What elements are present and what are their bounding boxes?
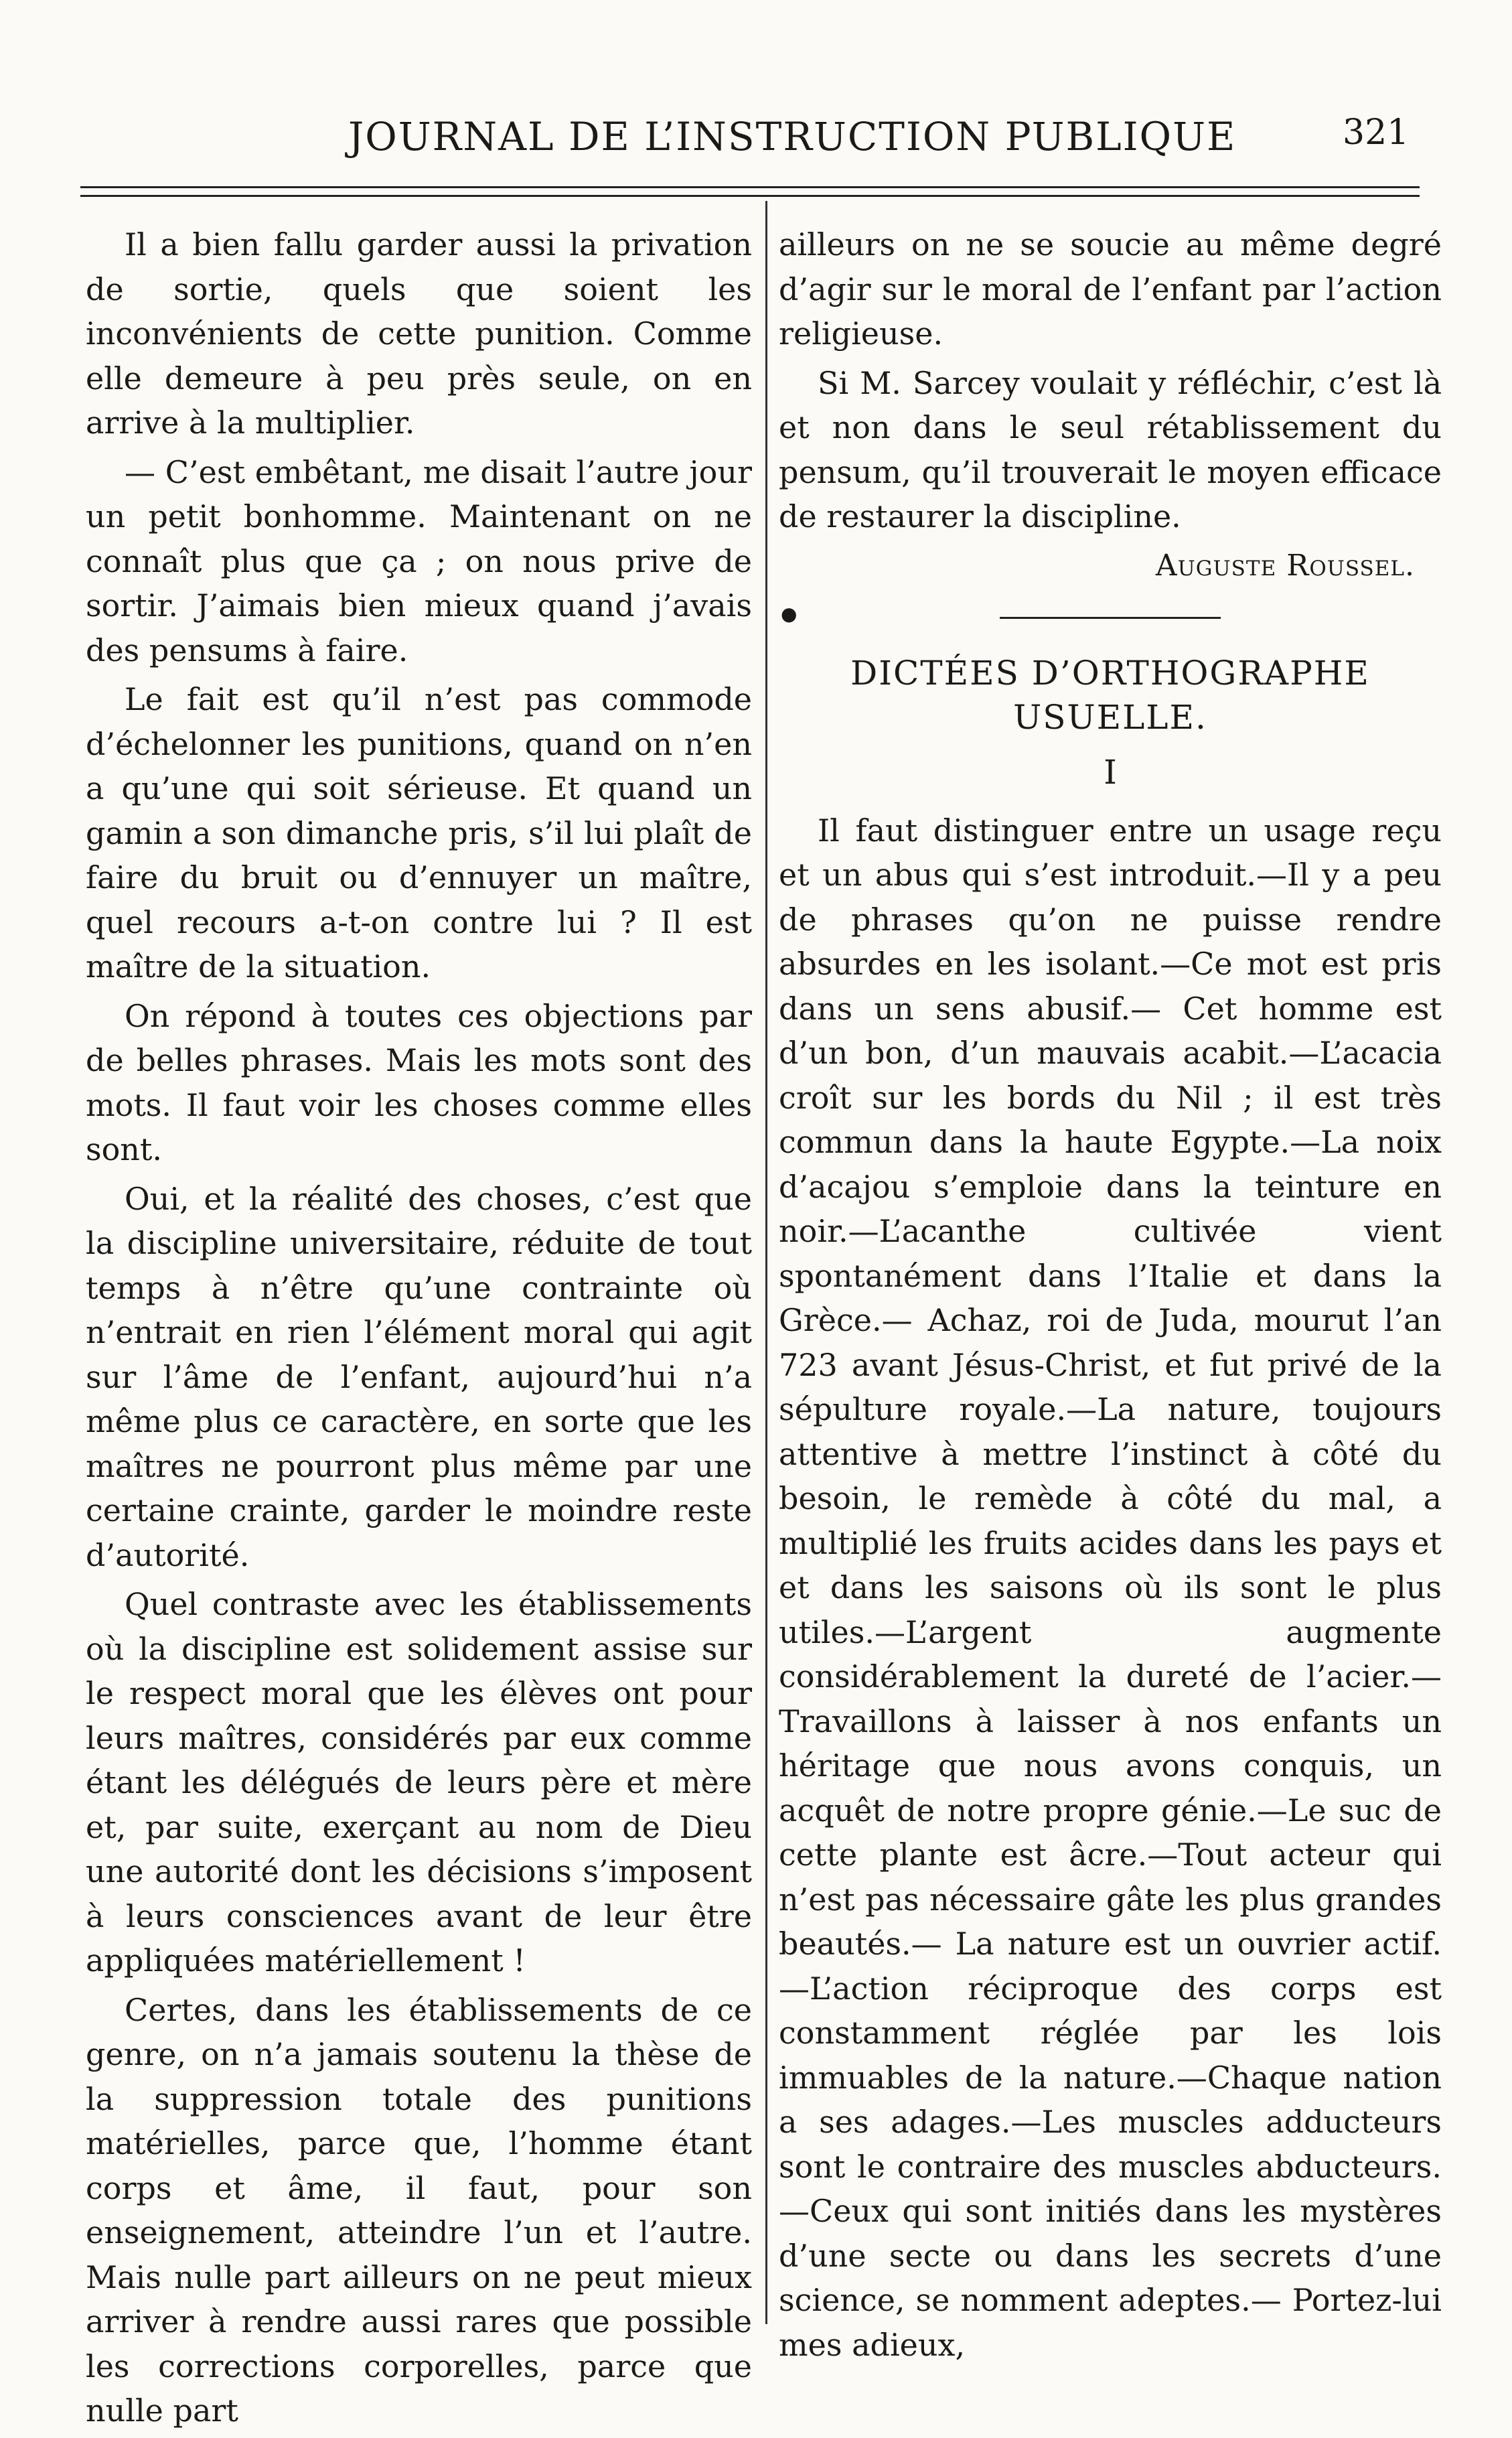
continued-paragraph: ailleurs on ne se soucie au même degré d’agir sur le moral de l’enfant par l’action religieuse. xyxy=(779,226,1442,352)
heading-line: USUELLE. xyxy=(1013,698,1207,737)
paragraph: Quel contraste avec les établissements où la discipline est solidement assise sur le respect moral que les élèves ont pour leurs maîtres, considérés par eux comme étant les délégués de leurs père et mère et, par suite, exerçant au nom de Dieu une autorité dont les décisions s’imposent à leurs consciences avant de leur être appliquées matériellement ! xyxy=(86,1586,752,1979)
left-column xyxy=(86,222,752,2438)
paragraph: Certes, dans les établissements de ce genre, on n’a jamais soutenu la thèse de la suppression totale des punitions matérielles, parce que, l’homme étant corps et âme, il faut, pour son enseignement, atteindre l’un et l’autre. Mais nulle part ailleurs on ne peut mieux arriver à rendre aussi rares que possible les corrections corporelles, parce que nulle part xyxy=(86,1991,752,2429)
journal-title: JOURNAL DE L’INSTRUCTION PUBLIQUE xyxy=(348,114,1237,159)
column-divider xyxy=(765,201,767,2324)
header-rule-bottom xyxy=(80,195,1420,197)
running-header xyxy=(0,100,1512,174)
paragraph: Le fait est qu’il n’est pas commode d’échelonner les punitions, quand on n’en a qu’une qui soit sérieuse. Et quand un gamin a son dimanche pris, s’il lui plaît de faire du bruit ou d’ennuyer un maître, quel recours a-t-on contre lui ? Il est maître de la situation. xyxy=(86,681,752,985)
paragraph: On répond à toutes ces objections par de belles phrases. Mais les mots sont des mots. Il faut voir les choses comme elles sont. xyxy=(86,997,752,1167)
section-heading xyxy=(779,651,1442,739)
paragraph: Si M. Sarcey voulait y réfléchir, c’est là et non dans le seul rétablissement du pensum, qu’il trouverait le moyen efficace de restaurer la discipline. xyxy=(779,364,1442,534)
header-rule-top xyxy=(80,186,1420,188)
right-column xyxy=(779,222,1442,2372)
bullet-mark: ● xyxy=(781,603,798,625)
author-signature: Auguste Roussel. xyxy=(1155,548,1415,583)
paragraph: Il a bien fallu garder aussi la privation de sortie, quels que soient les inconvénients de cette punition. Comme elle demeure à peu près seule, on en arrive à la multiplier. xyxy=(86,226,752,441)
page-number: 321 xyxy=(1343,113,1410,153)
section-number: I xyxy=(1104,753,1117,792)
paragraph: Oui, et la réalité des choses, c’est que la discipline universitaire, réduite de tout temps à n’être qu’une contrainte où n’entrait en rien l’élément moral qui agit sur l’âme de l’enfant, aujourd’hui n’a même plus ce caractère, en sorte que les maîtres ne pourront plus même par une certaine crainte, garder le moindre reste d’autorité. xyxy=(86,1180,752,1573)
section-divider xyxy=(1000,617,1221,619)
dictation-text: Il faut distinguer entre un usage reçu et un abus qui s’est introduit.—Il y a peu de phrases qu’on ne puisse rendre absurdes en les isolant.—Ce mot est pris dans un sens abusif.— Cet homme est d’un bon, d’un mauvais acabit.—L’acacia croît sur les bords du Nil ; il est très commun dans la haute Egypte.—La noix d’acajou s’emploie dans la teinture en noir.—L’acanthe cultivée vient spontanément dans l’Italie et dans la Grèce.— Achaz, roi de Juda, mourut l’an 723 avant Jésus-Christ, et fut privé de la sépulture royale.—La nature, toujours attentive à mettre l’instinct à côté du besoin, le remède à côté du mal, a multiplié les fruits acides dans les pays et et dans les saisons où ils sont le plus utiles.—L’argent augmente considérablement la dureté de l’acier.—Travaillons à laisser à nos enfants un héritage que nous avons conquis, un acquêt de notre propre génie.—Le suc de cette plante est âcre.—Tout acteur qui n’est pas nécessaire gâte les plus grandes beautés.— La nature est un ouvrier actif.—L’action réciproque des corps est constamment réglée par les lois immuables de la nature.—Chaque nation a ses adages.—Les muscles adducteurs sont le contraire des muscles abducteurs.—Ceux qui sont initiés dans les mystères d’une secte ou dans les secrets d’une science, se nomment adeptes.— Portez-lui mes adieux, xyxy=(779,812,1442,2363)
paragraph: — C’est embêtant, me disait l’autre jour un petit bonhomme. Maintenant on ne connaît plus que ça ; on nous prive de sortir. J’aimais bien mieux quand j’avais des pensums à faire. xyxy=(86,453,752,668)
heading-line: DICTÉES D’ORTHOGRAPHE xyxy=(850,654,1370,693)
